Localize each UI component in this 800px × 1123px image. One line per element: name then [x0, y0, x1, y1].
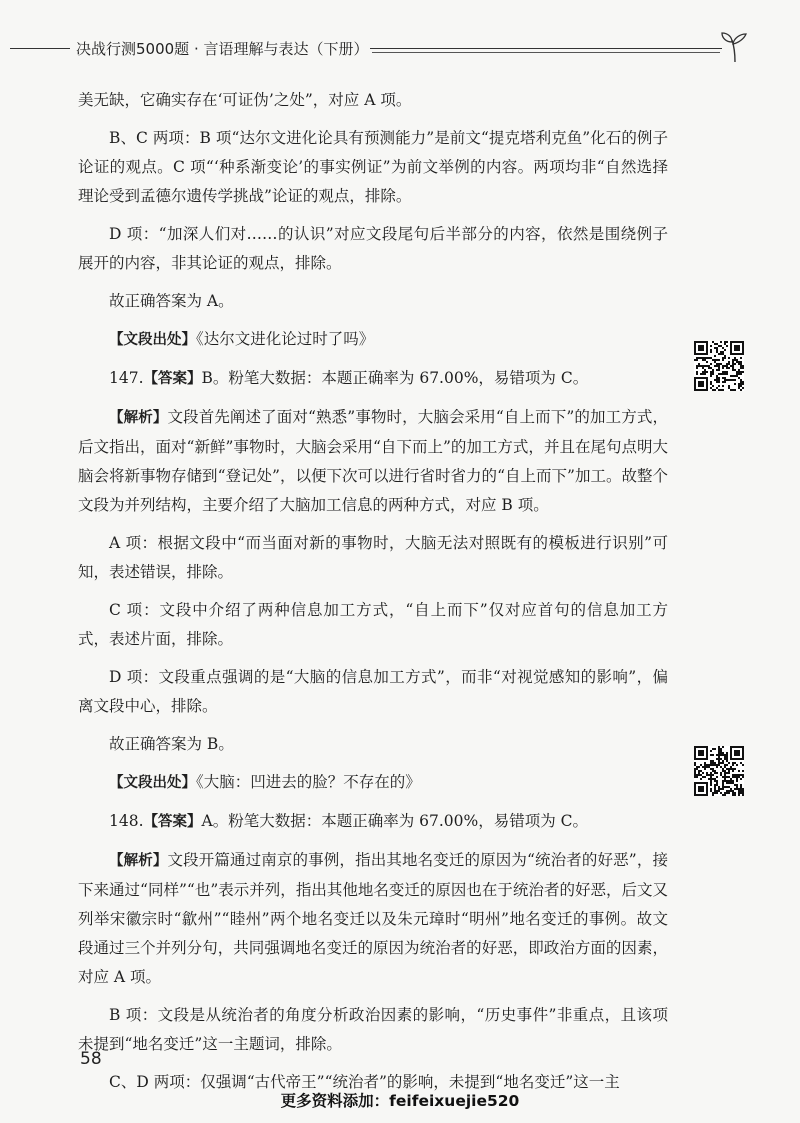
qr-code-icon[interactable] — [694, 746, 744, 796]
answer-label: 【答案】 — [143, 814, 202, 830]
q147-answer — [78, 364, 668, 394]
q147-option-d: D 项：文段重点强调的是“大脑的信息加工方式”，而非“对视觉感知的影响”，偏离文段中心，排除。 — [78, 668, 668, 715]
paragraph-continued: 美无缺，它确实存在‘可证伪’之处”，对应 A 项。 — [78, 91, 412, 109]
q147-option-a: A 项：根据文段中“而当面对新的事物时，大脑无法对照既有的模板进行识别”可知，表述错误，排除。 — [78, 534, 668, 581]
source-text: 《达尔文进化论过时了吗》 — [196, 330, 375, 348]
header-rule-left — [10, 48, 70, 49]
answer-text: A。粉笔大数据：本题正确率为 67.00%，易错项为 C。 — [201, 812, 589, 830]
source-label: 【文段出处】 — [109, 332, 196, 348]
page-number: 58 — [80, 1049, 102, 1069]
qr-code-icon[interactable] — [694, 341, 744, 391]
paragraph-options-bc: B、C 两项：B 项“达尔文进化论具有预测能力”是前文“提克塔利克鱼”化石的例子论证的观点。C 项“‘种系渐变论’的事实例证”为前文举例的内容。两项均非“自然选择理论受到孟德尔遗传学挑战”论证的观点，排除。 — [78, 129, 668, 205]
q148-option-cd: C、D 两项：仅强调“古代帝王”“统治者”的影响，未提到“地名变迁”这一主 — [109, 1073, 620, 1091]
q147-source — [78, 768, 668, 798]
q148-analysis — [78, 846, 668, 992]
source-label: 【文段出处】 — [109, 775, 196, 791]
q147-conclusion: 故正确答案为 B。 — [109, 735, 234, 753]
q148-option-b: B 项：文段是从统治者的角度分析政治因素的影响，“历史事件”非重点，且该项未提到“地名变迁”这一主题词，排除。 — [78, 1006, 668, 1053]
question-number: 148. — [109, 812, 144, 830]
page-body — [78, 86, 668, 1106]
source-text: 《大脑：凹进去的脸？不存在的》 — [196, 773, 421, 791]
analysis-label: 【解析】 — [109, 410, 168, 426]
q146-source — [78, 325, 668, 355]
analysis-text: 文段首先阐述了面对“熟悉”事物时，大脑会采用“自上而下”的加工方式，后文指出，面对“新鲜”事物时，大脑会采用“自下而上”的加工方式，并且在尾句点明大脑会将新事物存储到“登记处”，以便下次可以进行省时省力的“自上而下”加工。故整个文段为并列结构，主要介绍了大脑加工信息的两种方式，对应 B 项。 — [78, 408, 668, 514]
header-rule-right-thin — [372, 52, 720, 53]
analysis-text: 文段开篇通过南京的事例，指出其地名变迁的原因为“统治者的好恶”，接下来通过“同样”“也”表示并列，指出其他地名变迁的原因也在于统治者的好恶，后文又列举宋徽宗时“歙州”“睦州”两个地名变迁以及朱元璋时“明州”地名变迁的事例。故文段通过三个并列分句，共同强调地名变迁的原因为统治者的好恶，即政治方面的因素，对应 A 项。 — [78, 851, 668, 986]
sprout-icon — [720, 30, 750, 68]
answer-text: B。粉笔大数据：本题正确率为 67.00%，易错项为 C。 — [201, 369, 589, 387]
answer-label: 【答案】 — [143, 371, 202, 387]
header-rule-right — [370, 48, 722, 49]
book-title: 决战行测5000题 · 言语理解与表达（下册） — [76, 40, 369, 58]
question-number: 147. — [109, 369, 144, 387]
analysis-label: 【解析】 — [109, 853, 168, 869]
footer-note: 更多资料添加：feifeixuejie520 — [280, 1092, 520, 1110]
running-header — [0, 34, 800, 64]
paragraph-conclusion: 故正确答案为 A。 — [109, 292, 234, 310]
paragraph-option-d: D 项：“加深人们对……的认识”对应文段尾句后半部分的内容，依然是围绕例子展开的内容，非其论证的观点，排除。 — [78, 225, 668, 272]
q148-answer — [78, 807, 668, 837]
q147-option-c: C 项：文段中介绍了两种信息加工方式，“自上而下”仅对应首句的信息加工方式，表述片面，排除。 — [78, 601, 668, 648]
q147-analysis — [78, 403, 668, 520]
